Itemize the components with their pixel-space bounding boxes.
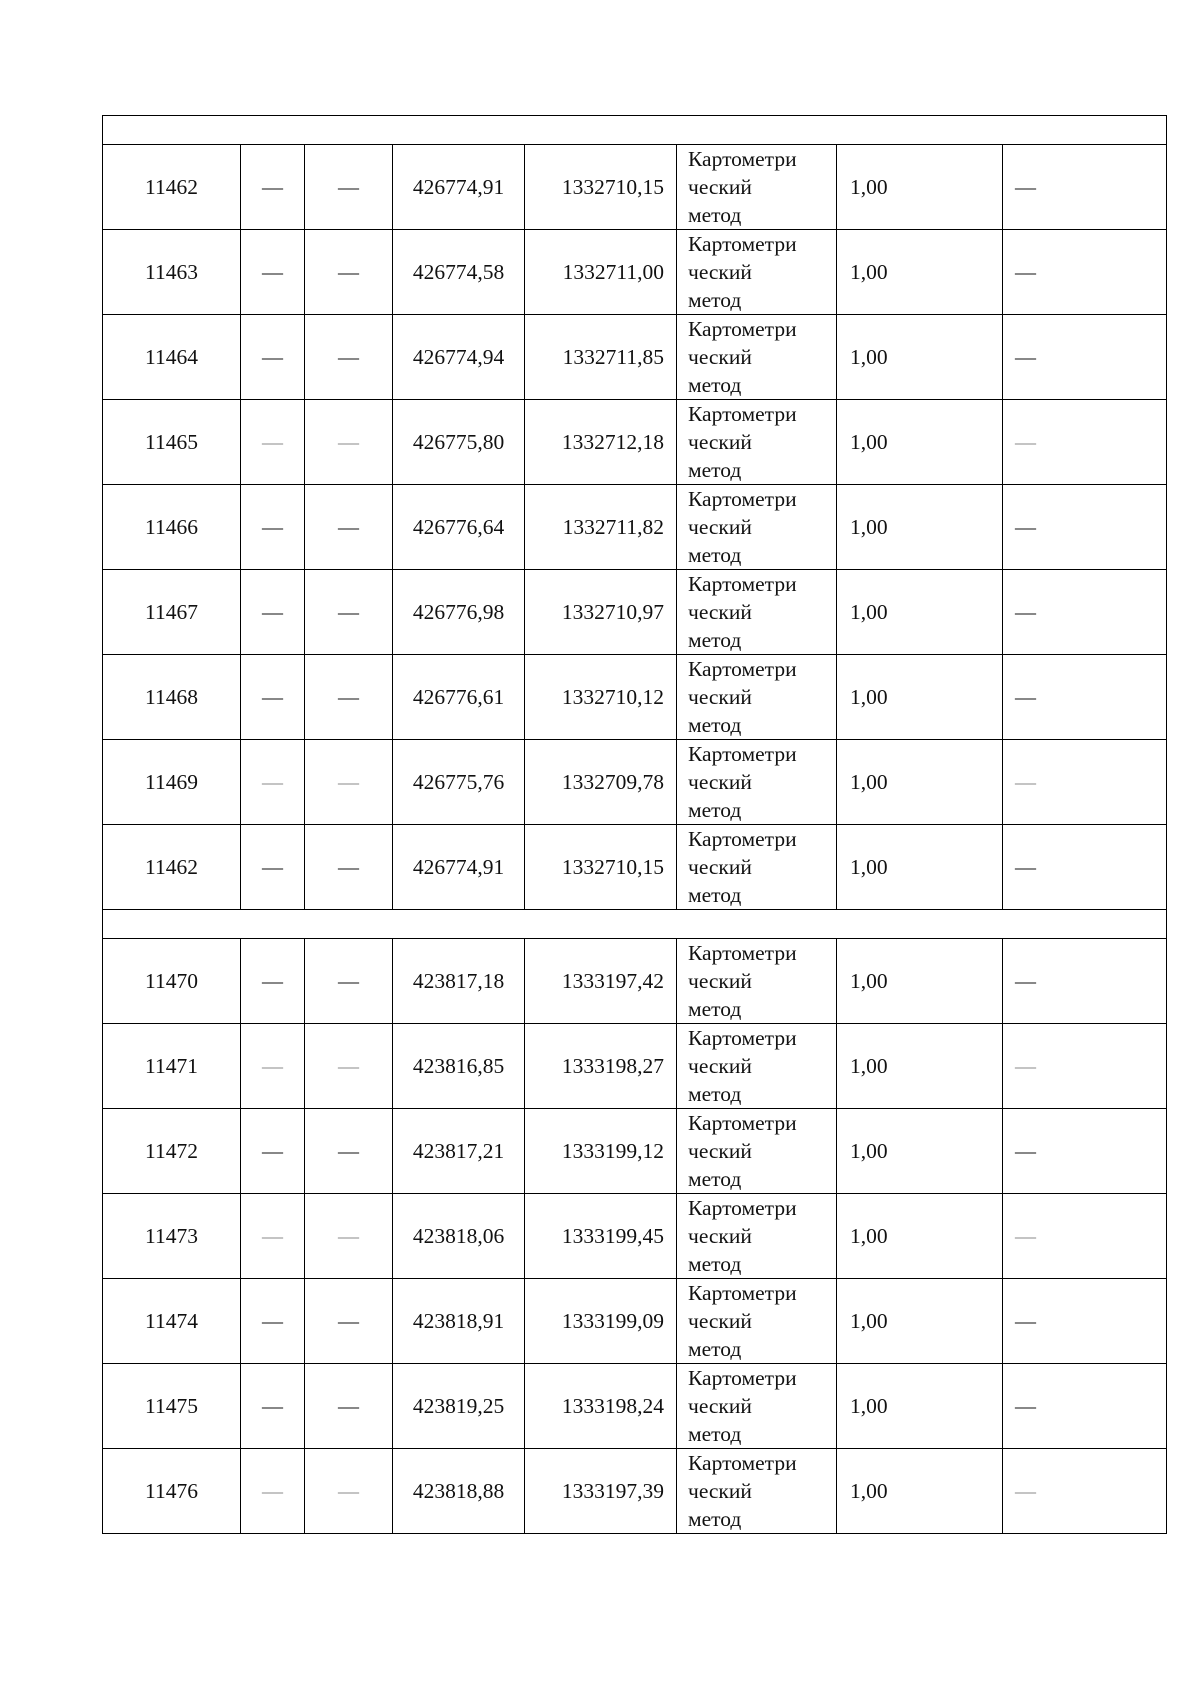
cell-col-8 — [1003, 825, 1167, 910]
cell-accuracy: 1,00 — [837, 1194, 1003, 1279]
cell-col-2 — [241, 400, 305, 485]
cell-coordinate-y: 1333199,12 — [525, 1109, 677, 1194]
cell-accuracy: 1,00 — [837, 400, 1003, 485]
cell-col-2 — [241, 825, 305, 910]
cell-col-3 — [305, 400, 393, 485]
method-text-line: ческий — [688, 345, 752, 369]
dash-value: — — [338, 1224, 359, 1248]
cell-col-8 — [1003, 939, 1167, 1024]
cell-coordinate-x: 426774,94 — [393, 315, 525, 400]
cell-accuracy: 1,00 — [837, 145, 1003, 230]
dash-value: — — [262, 685, 283, 709]
method-text-line: метод — [688, 997, 742, 1021]
dash-value: — — [262, 1139, 283, 1163]
cell-method — [677, 939, 837, 1024]
dash-value: — — [262, 1054, 283, 1078]
cell-col-2 — [241, 1279, 305, 1364]
method-text-line: Картометри — [688, 317, 797, 341]
section-header-row — [103, 116, 1167, 145]
dash-value: — — [1015, 685, 1036, 709]
method-text-line: метод — [688, 1252, 742, 1276]
method-text-line: метод — [688, 883, 742, 907]
cell-col-8 — [1003, 230, 1167, 315]
table-row — [103, 1449, 1167, 1534]
cell-col-8 — [1003, 1194, 1167, 1279]
method-text-line: Картометри — [688, 402, 797, 426]
method-text-line: Картометри — [688, 487, 797, 511]
cell-col-2 — [241, 570, 305, 655]
dash-value: — — [338, 855, 359, 879]
table-body — [103, 116, 1167, 1534]
method-text-line: Картометри — [688, 147, 797, 171]
method-text-line: Картометри — [688, 1366, 797, 1390]
cell-method — [677, 825, 837, 910]
table-row — [103, 1279, 1167, 1364]
table-row — [103, 825, 1167, 910]
cell-col-2 — [241, 1194, 305, 1279]
cell-col-3 — [305, 1024, 393, 1109]
dash-value: — — [338, 1139, 359, 1163]
cell-col-8 — [1003, 485, 1167, 570]
cell-coordinate-x: 423818,06 — [393, 1194, 525, 1279]
cell-col-8 — [1003, 145, 1167, 230]
cell-coordinate-x: 426776,98 — [393, 570, 525, 655]
dash-value: — — [1015, 1479, 1036, 1503]
dash-value: — — [262, 1479, 283, 1503]
cell-col-3 — [305, 1109, 393, 1194]
cell-coordinate-y: 1332711,00 — [525, 230, 677, 315]
cell-accuracy: 1,00 — [837, 1279, 1003, 1364]
method-text-line: ческий — [688, 175, 752, 199]
cell-coordinate-x: 423818,91 — [393, 1279, 525, 1364]
method-text-line: метод — [688, 543, 742, 567]
dash-value: — — [338, 515, 359, 539]
cell-method — [677, 1194, 837, 1279]
dash-value: — — [1015, 515, 1036, 539]
cell-col-3 — [305, 315, 393, 400]
section-title — [103, 910, 1167, 939]
cell-col-8 — [1003, 400, 1167, 485]
dash-value: — — [1015, 969, 1036, 993]
dash-value: — — [338, 1054, 359, 1078]
cell-coordinate-y: 1332710,15 — [525, 825, 677, 910]
cell-coordinate-y: 1332710,12 — [525, 655, 677, 740]
method-text-line: Картометри — [688, 657, 797, 681]
dash-value: — — [262, 1394, 283, 1418]
method-text-line: Картометри — [688, 232, 797, 256]
dash-value: — — [338, 345, 359, 369]
method-text-line: ческий — [688, 855, 752, 879]
cell-coordinate-x: 423816,85 — [393, 1024, 525, 1109]
cell-method — [677, 655, 837, 740]
table-row — [103, 939, 1167, 1024]
cell-method — [677, 1364, 837, 1449]
dash-value: — — [1015, 1139, 1036, 1163]
dash-value: — — [1015, 1394, 1036, 1418]
cell-coordinate-x: 426774,58 — [393, 230, 525, 315]
cell-coordinate-x: 423817,21 — [393, 1109, 525, 1194]
cell-coordinate-y: 1333199,09 — [525, 1279, 677, 1364]
cell-coordinate-x: 423818,88 — [393, 1449, 525, 1534]
method-text-line: метод — [688, 1337, 742, 1361]
cell-col-3 — [305, 655, 393, 740]
table-row — [103, 655, 1167, 740]
method-text-line: Картометри — [688, 1451, 797, 1475]
cell-coordinate-x: 426774,91 — [393, 825, 525, 910]
method-text-line: ческий — [688, 770, 752, 794]
method-text-line: метод — [688, 1507, 742, 1531]
cell-accuracy: 1,00 — [837, 825, 1003, 910]
table-row — [103, 230, 1167, 315]
dash-value: — — [338, 770, 359, 794]
method-text-line: Картометри — [688, 941, 797, 965]
cell-point-number: 11465 — [103, 400, 241, 485]
dash-value: — — [1015, 430, 1036, 454]
method-text-line: метод — [688, 798, 742, 822]
dash-value: — — [1015, 855, 1036, 879]
cell-method — [677, 570, 837, 655]
cell-point-number: 11467 — [103, 570, 241, 655]
dash-value: — — [338, 430, 359, 454]
cell-col-2 — [241, 655, 305, 740]
cell-point-number: 11468 — [103, 655, 241, 740]
cell-col-8 — [1003, 1364, 1167, 1449]
cell-accuracy: 1,00 — [837, 230, 1003, 315]
cell-method — [677, 230, 837, 315]
table-row — [103, 145, 1167, 230]
cell-accuracy: 1,00 — [837, 570, 1003, 655]
cell-col-3 — [305, 1194, 393, 1279]
method-text-line: Картометри — [688, 1281, 797, 1305]
table-row — [103, 1024, 1167, 1109]
cell-col-2 — [241, 230, 305, 315]
cell-col-2 — [241, 939, 305, 1024]
method-text-line: ческий — [688, 600, 752, 624]
method-text-line: метод — [688, 373, 742, 397]
method-text-line: ческий — [688, 685, 752, 709]
cell-coordinate-y: 1332712,18 — [525, 400, 677, 485]
method-text-line: метод — [688, 288, 742, 312]
method-text-line: Картометри — [688, 572, 797, 596]
cell-accuracy: 1,00 — [837, 1109, 1003, 1194]
cell-point-number: 11463 — [103, 230, 241, 315]
cell-col-8 — [1003, 1449, 1167, 1534]
dash-value: — — [1015, 1054, 1036, 1078]
cell-accuracy: 1,00 — [837, 740, 1003, 825]
dash-value: — — [1015, 770, 1036, 794]
table-row — [103, 485, 1167, 570]
cell-accuracy: 1,00 — [837, 1024, 1003, 1109]
dash-value: — — [338, 260, 359, 284]
cell-point-number: 11473 — [103, 1194, 241, 1279]
cell-point-number: 11472 — [103, 1109, 241, 1194]
cell-col-2 — [241, 1449, 305, 1534]
method-text-line: ческий — [688, 430, 752, 454]
dash-value: — — [338, 1394, 359, 1418]
cell-coordinate-y: 1332711,82 — [525, 485, 677, 570]
method-text-line: ческий — [688, 1139, 752, 1163]
dash-value: — — [338, 685, 359, 709]
cell-col-2 — [241, 1024, 305, 1109]
method-text-line: метод — [688, 1167, 742, 1191]
cell-accuracy: 1,00 — [837, 655, 1003, 740]
cell-col-3 — [305, 740, 393, 825]
method-text-line: Картометри — [688, 742, 797, 766]
cell-coordinate-y: 1333197,42 — [525, 939, 677, 1024]
method-text-line: ческий — [688, 515, 752, 539]
dash-value: — — [1015, 260, 1036, 284]
dash-value: — — [338, 175, 359, 199]
dash-value: — — [262, 260, 283, 284]
cell-col-2 — [241, 1364, 305, 1449]
method-text-line: Картометри — [688, 1026, 797, 1050]
cell-accuracy: 1,00 — [837, 485, 1003, 570]
cell-col-8 — [1003, 1279, 1167, 1364]
cell-col-3 — [305, 230, 393, 315]
cell-method — [677, 315, 837, 400]
cell-col-3 — [305, 939, 393, 1024]
dash-value: — — [262, 515, 283, 539]
cell-method — [677, 485, 837, 570]
dash-value: — — [1015, 345, 1036, 369]
cell-accuracy: 1,00 — [837, 1364, 1003, 1449]
method-text-line: ческий — [688, 1309, 752, 1333]
method-text-line: ческий — [688, 1394, 752, 1418]
dash-value: — — [262, 430, 283, 454]
dash-value: — — [262, 600, 283, 624]
cell-point-number: 11475 — [103, 1364, 241, 1449]
cell-coordinate-x: 426775,80 — [393, 400, 525, 485]
cell-col-8 — [1003, 315, 1167, 400]
cell-point-number: 11462 — [103, 145, 241, 230]
cell-col-3 — [305, 825, 393, 910]
cell-method — [677, 1024, 837, 1109]
dash-value: — — [1015, 175, 1036, 199]
table-row — [103, 400, 1167, 485]
cell-col-8 — [1003, 1024, 1167, 1109]
cell-point-number: 11464 — [103, 315, 241, 400]
cell-point-number: 11462 — [103, 825, 241, 910]
cell-method — [677, 145, 837, 230]
cell-coordinate-x: 426775,76 — [393, 740, 525, 825]
cell-coordinate-x: 423819,25 — [393, 1364, 525, 1449]
table-row — [103, 570, 1167, 655]
table-row — [103, 1194, 1167, 1279]
dash-value: — — [262, 345, 283, 369]
section-header-row — [103, 910, 1167, 939]
cell-col-2 — [241, 315, 305, 400]
cell-coordinate-y: 1333199,45 — [525, 1194, 677, 1279]
cell-coordinate-y: 1333198,27 — [525, 1024, 677, 1109]
cell-coordinate-y: 1332711,85 — [525, 315, 677, 400]
cell-point-number: 11476 — [103, 1449, 241, 1534]
cell-method — [677, 1449, 837, 1534]
method-text-line: метод — [688, 1422, 742, 1446]
cell-col-3 — [305, 1449, 393, 1534]
method-text-line: Картометри — [688, 1196, 797, 1220]
method-text-line: ческий — [688, 969, 752, 993]
dash-value: — — [1015, 1224, 1036, 1248]
method-text-line: метод — [688, 628, 742, 652]
cell-method — [677, 1109, 837, 1194]
table-row — [103, 315, 1167, 400]
cell-coordinate-y: 1332710,15 — [525, 145, 677, 230]
cell-col-2 — [241, 1109, 305, 1194]
cell-coordinate-y: 1332710,97 — [525, 570, 677, 655]
cell-col-2 — [241, 485, 305, 570]
cell-col-8 — [1003, 1109, 1167, 1194]
cell-method — [677, 400, 837, 485]
method-text-line: ческий — [688, 260, 752, 284]
cell-coordinate-y: 1332709,78 — [525, 740, 677, 825]
table-row — [103, 740, 1167, 825]
cell-method — [677, 1279, 837, 1364]
dash-value: — — [1015, 1309, 1036, 1333]
dash-value: — — [1015, 600, 1036, 624]
cell-point-number: 11470 — [103, 939, 241, 1024]
dash-value: — — [338, 1479, 359, 1503]
cell-col-3 — [305, 145, 393, 230]
dash-value: — — [262, 175, 283, 199]
method-text-line: ческий — [688, 1054, 752, 1078]
method-text-line: ческий — [688, 1479, 752, 1503]
dash-value: — — [262, 969, 283, 993]
cell-accuracy: 1,00 — [837, 1449, 1003, 1534]
dash-value: — — [262, 770, 283, 794]
coordinates-table — [102, 115, 1167, 1534]
method-text-line: метод — [688, 713, 742, 737]
cell-col-8 — [1003, 570, 1167, 655]
cell-col-3 — [305, 1364, 393, 1449]
cell-coordinate-y: 1333198,24 — [525, 1364, 677, 1449]
cell-method — [677, 740, 837, 825]
table-row — [103, 1109, 1167, 1194]
cell-col-3 — [305, 1279, 393, 1364]
method-text-line: Картометри — [688, 827, 797, 851]
dash-value: — — [338, 969, 359, 993]
dash-value: — — [262, 1224, 283, 1248]
cell-col-8 — [1003, 740, 1167, 825]
cell-col-2 — [241, 740, 305, 825]
dash-value: — — [262, 1309, 283, 1333]
cell-col-8 — [1003, 655, 1167, 740]
cell-col-3 — [305, 570, 393, 655]
table-row — [103, 1364, 1167, 1449]
method-text-line: ческий — [688, 1224, 752, 1248]
cell-col-2 — [241, 145, 305, 230]
dash-value: — — [338, 600, 359, 624]
cell-point-number: 11466 — [103, 485, 241, 570]
cell-coordinate-x: 426776,64 — [393, 485, 525, 570]
method-text-line: метод — [688, 203, 742, 227]
section-title — [103, 116, 1167, 145]
dash-value: — — [338, 1309, 359, 1333]
cell-point-number: 11469 — [103, 740, 241, 825]
cell-coordinate-y: 1333197,39 — [525, 1449, 677, 1534]
method-text-line: Картометри — [688, 1111, 797, 1135]
method-text-line: метод — [688, 458, 742, 482]
method-text-line: метод — [688, 1082, 742, 1106]
cell-coordinate-x: 426774,91 — [393, 145, 525, 230]
cell-point-number: 11471 — [103, 1024, 241, 1109]
dash-value: — — [262, 855, 283, 879]
cell-accuracy: 1,00 — [837, 939, 1003, 1024]
cell-accuracy: 1,00 — [837, 315, 1003, 400]
cell-col-3 — [305, 485, 393, 570]
cell-coordinate-x: 423817,18 — [393, 939, 525, 1024]
cell-point-number: 11474 — [103, 1279, 241, 1364]
cell-coordinate-x: 426776,61 — [393, 655, 525, 740]
